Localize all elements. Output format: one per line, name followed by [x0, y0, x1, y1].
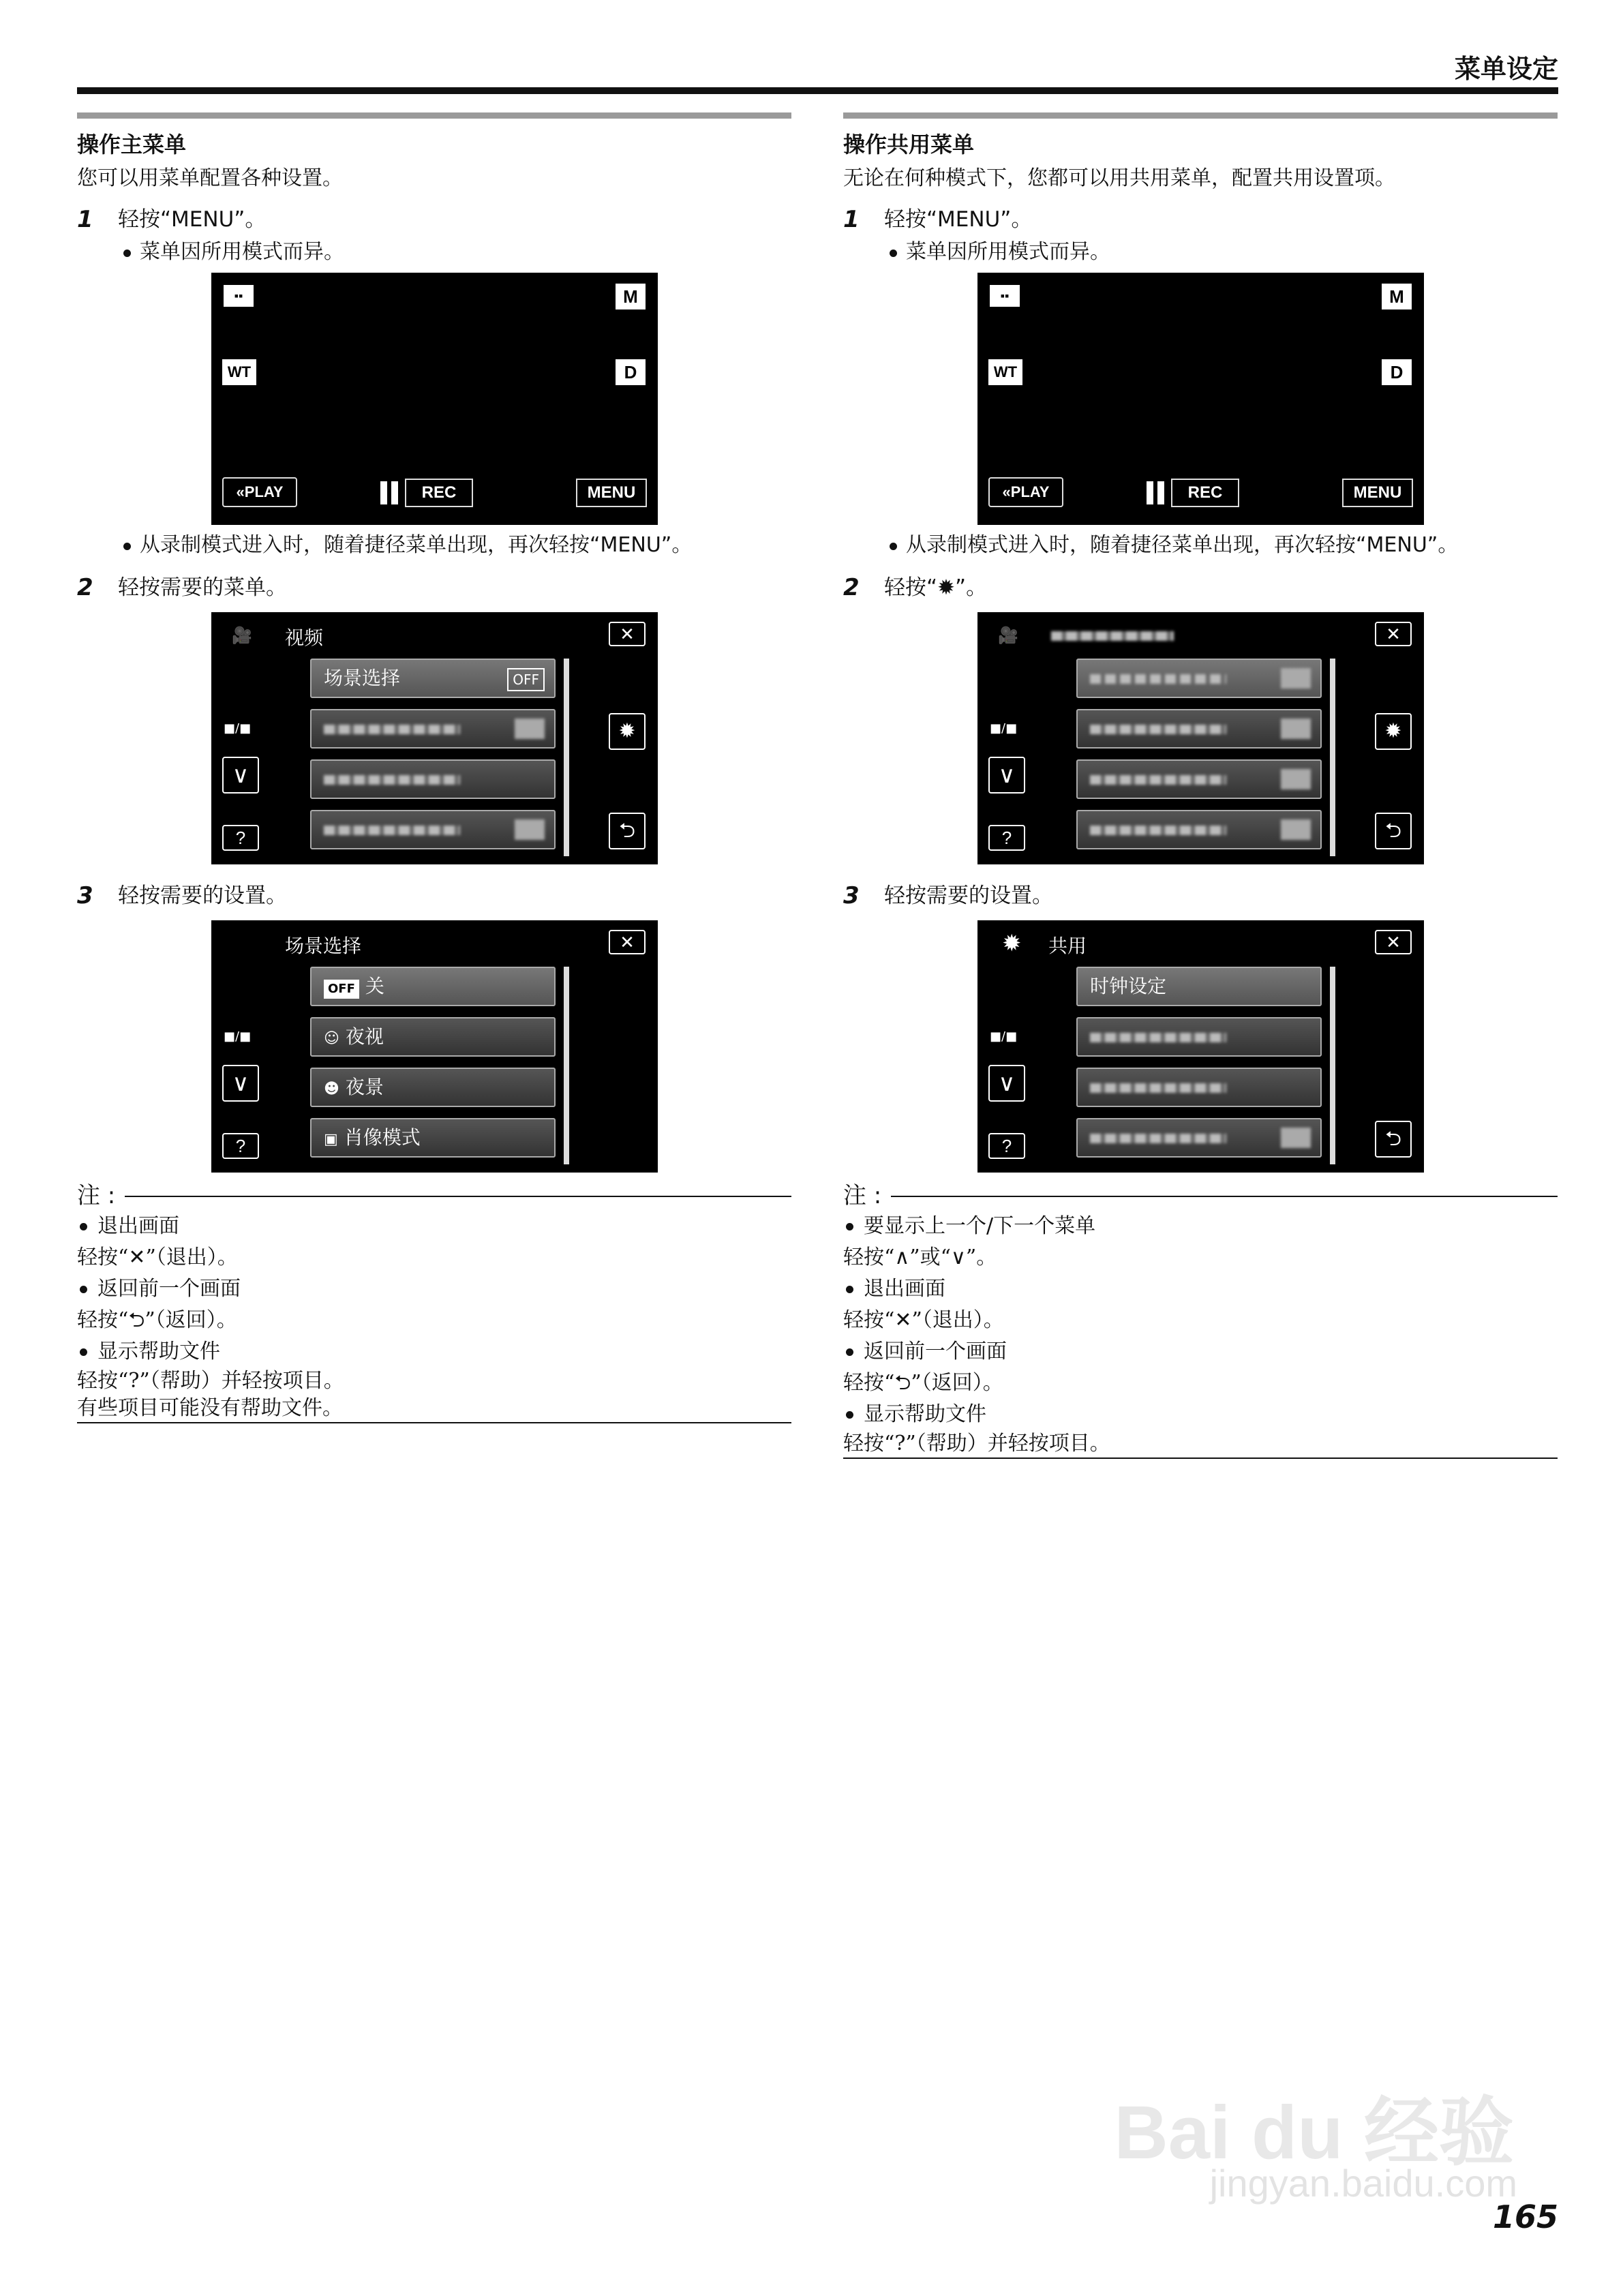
end-rule: [843, 1457, 1558, 1459]
camera-screen-common-menu: [977, 920, 1424, 1173]
display-button[interactable]: D: [616, 359, 646, 385]
back-icon[interactable]: ⮌: [609, 813, 646, 849]
page-indicator: ■/■: [224, 1029, 252, 1044]
submenu-title: 场景选择: [285, 935, 362, 957]
section-title: 操作共用菜单: [843, 132, 975, 157]
note-header: [843, 1181, 1558, 1211]
step-number: 3: [77, 882, 93, 909]
close-icon[interactable]: ✕: [609, 930, 646, 954]
help-button[interactable]: ?: [988, 825, 1025, 851]
step-text: 轻按“MENU”。: [884, 207, 1033, 232]
menu-title: 视频: [285, 626, 324, 649]
note-rule: [125, 1196, 791, 1197]
menu-item-clock-setting[interactable]: [1076, 967, 1322, 1006]
video-camera-icon: 🎥: [998, 626, 1018, 645]
display-button[interactable]: D: [1382, 359, 1412, 385]
note-item-body: 轻按“∧”或“∨”。: [843, 1245, 997, 1269]
camera-screen-scene-select: [211, 920, 658, 1173]
option-label: 夜景: [345, 1076, 384, 1098]
option-label: 关: [365, 975, 384, 997]
page-number: 165: [1492, 2199, 1558, 2235]
video-mode-icon[interactable]: ▪▪: [990, 285, 1020, 307]
section-description: 无论在何种模式下，您都可以用共用菜单，配置共用设置项。: [843, 166, 1395, 190]
step-text: 轻按需要的设置。: [118, 883, 287, 908]
camera-screen-menu: [211, 612, 658, 864]
menu-item[interactable]: [1076, 709, 1322, 749]
page-indicator: ■/■: [990, 721, 1018, 736]
menu-item[interactable]: [1076, 810, 1322, 849]
note-item-head: 要显示上一个/下一个菜单: [843, 1211, 1558, 1242]
close-icon[interactable]: ✕: [1375, 930, 1412, 954]
note-title: 注 :: [77, 1182, 116, 1209]
menu-item[interactable]: [1076, 1017, 1322, 1057]
help-button[interactable]: ?: [222, 825, 259, 851]
menu-button[interactable]: MENU: [1342, 479, 1413, 507]
pause-icon-bar: [391, 481, 398, 504]
blurred-badge: [1281, 819, 1311, 840]
page-indicator: ■/■: [224, 721, 252, 736]
step-2: [843, 574, 1558, 601]
zoom-wt-button[interactable]: WT: [988, 359, 1022, 385]
page-header-title: 菜单设定: [1454, 54, 1558, 84]
step-number: 3: [843, 882, 860, 909]
bullet-note: 从录制模式进入时，随着捷径菜单出现，再次轻按“MENU”。: [77, 532, 791, 559]
camera-screen-home: [211, 273, 658, 525]
note-item-head: 返回前一个画面: [77, 1273, 791, 1305]
blurred-badge: [1281, 668, 1311, 689]
option-night-view[interactable]: [310, 1017, 556, 1057]
blurred-label: [1090, 1033, 1226, 1042]
menu-item[interactable]: [310, 709, 556, 749]
gear-icon[interactable]: ✹: [609, 713, 646, 750]
video-camera-icon: 🎥: [232, 626, 252, 645]
close-icon[interactable]: ✕: [609, 622, 646, 646]
rec-button[interactable]: REC: [1171, 479, 1239, 507]
play-button[interactable]: «PLAY: [988, 477, 1063, 507]
portrait-icon: ▣: [324, 1131, 338, 1148]
blurred-label: [324, 725, 460, 734]
blurred-label: [1090, 775, 1226, 785]
scrollbar[interactable]: [1330, 659, 1335, 856]
gear-icon[interactable]: ✹: [1375, 713, 1412, 750]
blurred-badge: [515, 719, 545, 739]
end-rule: [77, 1422, 791, 1423]
gear-icon: ✹: [1002, 930, 1022, 957]
manual-mode-button[interactable]: M: [1382, 284, 1412, 309]
back-icon[interactable]: ⮌: [1375, 1121, 1412, 1158]
step-1: [77, 206, 791, 233]
scrollbar[interactable]: [564, 659, 569, 856]
note-header: [77, 1181, 791, 1211]
zoom-wt-button[interactable]: WT: [222, 359, 256, 385]
note-item-body: 轻按“?”（帮助）并轻按项目。: [843, 1432, 1110, 1455]
note-item-body: 轻按“⮌”（返回）。: [843, 1371, 1003, 1395]
option-off[interactable]: [310, 967, 556, 1006]
blurred-badge: [1281, 719, 1311, 739]
bullet-note: 菜单因所用模式而异。: [843, 239, 1558, 266]
scrollbar[interactable]: [1330, 967, 1335, 1164]
off-badge: OFF: [324, 980, 359, 999]
scrollbar[interactable]: [564, 967, 569, 1164]
submenu-title: 共用: [1048, 935, 1087, 957]
option-night-scene[interactable]: [310, 1068, 556, 1107]
blurred-badge: [515, 819, 545, 840]
note-item-body: 轻按“⮌”（返回）。: [77, 1308, 237, 1332]
play-button[interactable]: «PLAY: [222, 477, 297, 507]
step-text: 轻按“✹”。: [884, 575, 988, 600]
watermark-logo: Bai du 经验: [1114, 2091, 1514, 2175]
note-extra: 有些项目可能没有帮助文件。: [77, 1396, 343, 1420]
camera-screen-home: [977, 273, 1424, 525]
option-portrait[interactable]: [310, 1118, 556, 1158]
section-title: 操作主菜单: [77, 132, 187, 157]
blurred-label: [1090, 826, 1226, 835]
manual-mode-button[interactable]: M: [616, 284, 646, 309]
chevron-down-icon[interactable]: ∨: [222, 757, 259, 794]
step-text: 轻按需要的设置。: [884, 883, 1053, 908]
step-number: 2: [77, 574, 93, 601]
step-number: 2: [843, 574, 860, 601]
blurred-label: [1090, 725, 1226, 734]
menu-item[interactable]: [1076, 759, 1322, 799]
section-bar: [77, 112, 791, 119]
blurred-label: [324, 826, 460, 835]
step-number: 1: [77, 206, 93, 233]
chevron-down-icon[interactable]: ∨: [988, 757, 1025, 794]
bullet-note: 菜单因所用模式而异。: [77, 239, 791, 266]
page-indicator: ■/■: [990, 1029, 1018, 1044]
blurred-label: [1090, 1083, 1226, 1093]
blurred-label: [324, 775, 460, 785]
note-title: 注 :: [843, 1182, 882, 1209]
menu-item[interactable]: [1076, 659, 1322, 698]
close-icon[interactable]: ✕: [1375, 622, 1412, 646]
note-item-body: 轻按“✕”（退出）。: [77, 1245, 238, 1269]
step-1: [843, 206, 1558, 233]
blurred-label: [1090, 674, 1226, 684]
step-3: [77, 882, 791, 909]
chevron-down-icon[interactable]: ∨: [988, 1065, 1025, 1102]
left-column: [77, 112, 791, 1423]
blurred-badge: [1281, 769, 1311, 789]
camera-screen-menu: [977, 612, 1424, 864]
note-item-body: 轻按“?”（帮助）并轻按项目。: [77, 1369, 344, 1393]
blurred-menu-title: [1051, 629, 1174, 641]
note-item-head: 显示帮助文件: [843, 1399, 1558, 1430]
night-view-icon: ☺: [324, 1030, 339, 1047]
step-3: [843, 882, 1558, 909]
option-label: 肖像模式: [344, 1126, 421, 1149]
video-mode-icon[interactable]: ▪▪: [224, 285, 254, 307]
header-rule: [77, 87, 1558, 94]
step-text: 轻按需要的菜单。: [118, 575, 287, 600]
right-column: [843, 112, 1558, 1459]
section-bar: [843, 112, 1558, 119]
note-item-body: 轻按“✕”（退出）。: [843, 1308, 1004, 1332]
menu-item[interactable]: [310, 759, 556, 799]
back-icon[interactable]: ⮌: [1375, 813, 1412, 849]
note-item-head: 返回前一个画面: [843, 1336, 1558, 1368]
step-number: 1: [843, 206, 860, 233]
menu-item[interactable]: [1076, 1118, 1322, 1158]
option-label: 夜视: [345, 1025, 384, 1048]
note-item-head: 显示帮助文件: [77, 1336, 791, 1368]
blurred-label: [1051, 631, 1174, 641]
pause-icon-bar: [1157, 481, 1164, 504]
note-item-head: 退出画面: [77, 1211, 791, 1242]
section-description: 您可以用菜单配置各种设置。: [77, 166, 343, 190]
watermark-url: jingyan.baidu.com: [1209, 2162, 1517, 2205]
note-item-head: 退出画面: [843, 1273, 1558, 1305]
blurred-badge: [1281, 1128, 1311, 1148]
menu-item-label: 场景选择: [324, 667, 401, 689]
off-badge: OFF: [507, 668, 545, 691]
menu-item[interactable]: [310, 810, 556, 849]
step-2: [77, 574, 791, 601]
help-button[interactable]: ?: [222, 1133, 259, 1159]
chevron-down-icon[interactable]: ∨: [222, 1065, 259, 1102]
help-button[interactable]: ?: [988, 1133, 1025, 1159]
menu-item-label: 时钟设定: [1090, 975, 1167, 997]
note-rule: [891, 1196, 1558, 1197]
step-text: 轻按“MENU”。: [118, 207, 267, 232]
pause-icon: [1147, 481, 1153, 504]
night-scene-icon: ☻: [324, 1081, 339, 1098]
menu-item[interactable]: [1076, 1068, 1322, 1107]
bullet-note: 从录制模式进入时，随着捷径菜单出现，再次轻按“MENU”。: [843, 532, 1558, 559]
pause-icon: [380, 481, 387, 504]
menu-button[interactable]: MENU: [576, 479, 647, 507]
rec-button[interactable]: REC: [405, 479, 473, 507]
blurred-label: [1090, 1134, 1226, 1143]
menu-item-scene-select[interactable]: [310, 659, 556, 698]
